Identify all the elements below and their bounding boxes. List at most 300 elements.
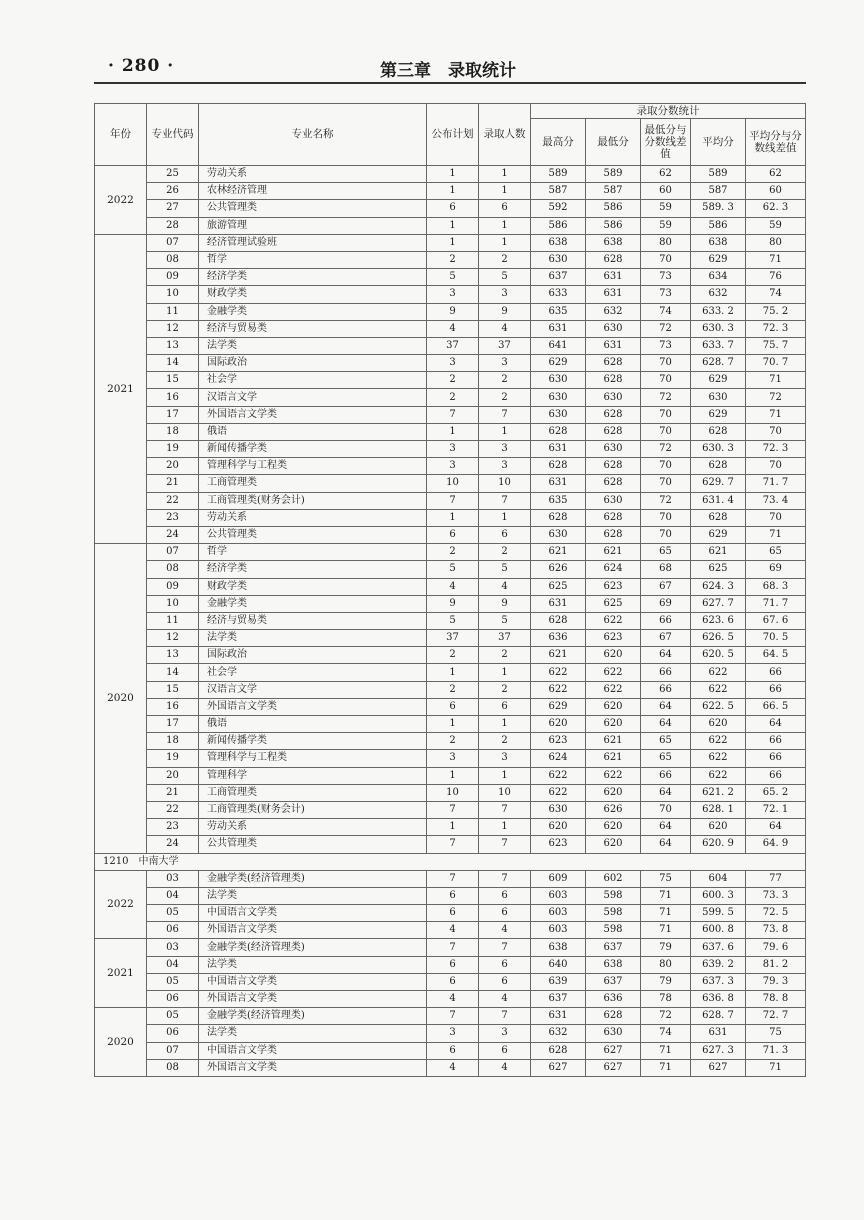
published-plan-cell: 5 (427, 612, 479, 629)
table-row (95, 991, 806, 1008)
avg-score-cell: 629 (691, 526, 746, 543)
avg-diff-cell: 62. 3 (746, 200, 806, 217)
published-plan-cell: 4 (427, 922, 479, 939)
admitted-count-cell: 7 (479, 801, 531, 818)
min-score-cell: 631 (586, 337, 641, 354)
table-row (95, 526, 806, 543)
min-diff-cell: 67 (641, 630, 691, 647)
min-score-cell: 637 (586, 939, 641, 956)
major-code-cell: 19 (147, 750, 199, 767)
table-row (95, 372, 806, 389)
admitted-count-cell: 6 (479, 526, 531, 543)
major-code-cell: 05 (147, 1008, 199, 1025)
max-score-cell: 628 (531, 1042, 586, 1059)
admitted-count-cell: 37 (479, 337, 531, 354)
min-score-cell: 598 (586, 905, 641, 922)
min-diff-cell: 73 (641, 337, 691, 354)
admitted-count-cell: 5 (479, 561, 531, 578)
avg-diff-cell: 68. 3 (746, 578, 806, 595)
avg-diff-cell: 75 (746, 1025, 806, 1042)
major-name-cell: 国际政治 (199, 647, 427, 664)
avg-diff-cell: 77 (746, 870, 806, 887)
major-code-cell: 26 (147, 183, 199, 200)
min-score-cell: 586 (586, 200, 641, 217)
admitted-count-cell: 1 (479, 819, 531, 836)
header-major-name: 专业名称 (199, 104, 427, 166)
major-name-cell: 经济与贸易类 (199, 320, 427, 337)
min-diff-cell: 65 (641, 544, 691, 561)
major-code-cell: 27 (147, 200, 199, 217)
max-score-cell: 629 (531, 355, 586, 372)
min-diff-cell: 62 (641, 166, 691, 183)
published-plan-cell: 6 (427, 905, 479, 922)
admitted-count-cell: 4 (479, 991, 531, 1008)
min-score-cell: 630 (586, 492, 641, 509)
major-name-cell: 中国语言文学类 (199, 973, 427, 990)
avg-diff-cell: 66 (746, 681, 806, 698)
avg-diff-cell: 69 (746, 561, 806, 578)
avg-diff-cell: 70. 7 (746, 355, 806, 372)
max-score-cell: 635 (531, 492, 586, 509)
published-plan-cell: 3 (427, 441, 479, 458)
major-name-cell: 旅游管理 (199, 217, 427, 234)
avg-score-cell: 634 (691, 269, 746, 286)
min-score-cell: 621 (586, 733, 641, 750)
max-score-cell: 641 (531, 337, 586, 354)
published-plan-cell: 4 (427, 991, 479, 1008)
admitted-count-cell: 1 (479, 767, 531, 784)
min-diff-cell: 60 (641, 183, 691, 200)
table-row (95, 836, 806, 853)
avg-score-cell: 622 (691, 681, 746, 698)
avg-diff-cell: 66 (746, 733, 806, 750)
min-score-cell: 638 (586, 234, 641, 251)
max-score-cell: 631 (531, 475, 586, 492)
min-diff-cell: 72 (641, 492, 691, 509)
avg-score-cell: 627. 3 (691, 1042, 746, 1059)
min-diff-cell: 70 (641, 458, 691, 475)
admitted-count-cell: 1 (479, 664, 531, 681)
min-diff-cell: 73 (641, 269, 691, 286)
avg-score-cell: 600. 8 (691, 922, 746, 939)
year-cell: 2021 (95, 234, 147, 543)
header-max-score: 最高分 (531, 119, 586, 166)
table-row (95, 458, 806, 475)
avg-diff-cell: 59 (746, 217, 806, 234)
admitted-count-cell: 5 (479, 612, 531, 629)
min-score-cell: 636 (586, 991, 641, 1008)
admitted-count-cell: 3 (479, 286, 531, 303)
admitted-count-cell: 7 (479, 406, 531, 423)
header-min-score: 最低分 (586, 119, 641, 166)
avg-diff-cell: 81. 2 (746, 956, 806, 973)
major-code-cell: 18 (147, 733, 199, 750)
max-score-cell: 630 (531, 389, 586, 406)
min-score-cell: 630 (586, 320, 641, 337)
table-row (95, 647, 806, 664)
avg-score-cell: 628 (691, 423, 746, 440)
table-row (95, 1025, 806, 1042)
section-title: 1210 中南大学 (95, 853, 806, 870)
table-row (95, 492, 806, 509)
table-row (95, 801, 806, 818)
max-score-cell: 640 (531, 956, 586, 973)
major-name-cell: 管理科学与工程类 (199, 750, 427, 767)
avg-score-cell: 604 (691, 870, 746, 887)
table-row (95, 200, 806, 217)
min-score-cell: 628 (586, 372, 641, 389)
avg-diff-cell: 60 (746, 183, 806, 200)
min-diff-cell: 79 (641, 939, 691, 956)
avg-score-cell: 600. 3 (691, 887, 746, 904)
published-plan-cell: 6 (427, 200, 479, 217)
table-row (95, 630, 806, 647)
table-row (95, 234, 806, 251)
published-plan-cell: 3 (427, 458, 479, 475)
table-row (95, 217, 806, 234)
major-code-cell: 11 (147, 303, 199, 320)
major-name-cell: 法学类 (199, 887, 427, 904)
major-name-cell: 社会学 (199, 372, 427, 389)
table-row (95, 475, 806, 492)
min-score-cell: 627 (586, 1042, 641, 1059)
max-score-cell: 620 (531, 819, 586, 836)
min-diff-cell: 64 (641, 836, 691, 853)
published-plan-cell: 37 (427, 337, 479, 354)
table-row (95, 1059, 806, 1076)
major-code-cell: 24 (147, 836, 199, 853)
avg-score-cell: 586 (691, 217, 746, 234)
min-diff-cell: 74 (641, 1025, 691, 1042)
admitted-count-cell: 7 (479, 870, 531, 887)
min-score-cell: 627 (586, 1059, 641, 1076)
avg-diff-cell: 71 (746, 1059, 806, 1076)
major-name-cell: 俄语 (199, 716, 427, 733)
avg-score-cell: 639. 2 (691, 956, 746, 973)
admitted-count-cell: 6 (479, 973, 531, 990)
avg-diff-cell: 66 (746, 664, 806, 681)
max-score-cell: 631 (531, 441, 586, 458)
max-score-cell: 622 (531, 664, 586, 681)
major-name-cell: 中国语言文学类 (199, 1042, 427, 1059)
major-code-cell: 13 (147, 647, 199, 664)
major-name-cell: 法学类 (199, 956, 427, 973)
admitted-count-cell: 1 (479, 217, 531, 234)
avg-diff-cell: 78. 8 (746, 991, 806, 1008)
avg-score-cell: 628 (691, 509, 746, 526)
major-name-cell: 工商管理类(财务会计) (199, 492, 427, 509)
table-row (95, 166, 806, 183)
min-diff-cell: 70 (641, 372, 691, 389)
major-name-cell: 经济管理试验班 (199, 234, 427, 251)
published-plan-cell: 1 (427, 166, 479, 183)
avg-diff-cell: 75. 2 (746, 303, 806, 320)
major-name-cell: 汉语言文学 (199, 389, 427, 406)
avg-diff-cell: 74 (746, 286, 806, 303)
table-row (95, 870, 806, 887)
min-diff-cell: 70 (641, 509, 691, 526)
major-name-cell: 法学类 (199, 1025, 427, 1042)
major-code-cell: 12 (147, 630, 199, 647)
min-score-cell: 587 (586, 183, 641, 200)
min-score-cell: 631 (586, 286, 641, 303)
min-diff-cell: 74 (641, 303, 691, 320)
table-row (95, 819, 806, 836)
min-score-cell: 628 (586, 355, 641, 372)
table-row (95, 423, 806, 440)
avg-diff-cell: 73. 3 (746, 887, 806, 904)
avg-score-cell: 620 (691, 716, 746, 733)
header-divider (94, 82, 806, 84)
max-score-cell: 631 (531, 320, 586, 337)
major-code-cell: 21 (147, 475, 199, 492)
avg-score-cell: 638 (691, 234, 746, 251)
published-plan-cell: 9 (427, 595, 479, 612)
admitted-count-cell: 4 (479, 1059, 531, 1076)
avg-diff-cell: 65. 2 (746, 784, 806, 801)
major-name-cell: 工商管理类 (199, 475, 427, 492)
max-score-cell: 592 (531, 200, 586, 217)
min-score-cell: 628 (586, 526, 641, 543)
table-row (95, 784, 806, 801)
published-plan-cell: 1 (427, 767, 479, 784)
table-row (95, 595, 806, 612)
major-code-cell: 06 (147, 922, 199, 939)
min-diff-cell: 66 (641, 767, 691, 784)
max-score-cell: 635 (531, 303, 586, 320)
avg-score-cell: 620. 9 (691, 836, 746, 853)
max-score-cell: 622 (531, 767, 586, 784)
avg-diff-cell: 79. 6 (746, 939, 806, 956)
published-plan-cell: 4 (427, 1059, 479, 1076)
max-score-cell: 633 (531, 286, 586, 303)
major-code-cell: 14 (147, 355, 199, 372)
year-cell: 2020 (95, 544, 147, 853)
major-name-cell: 俄语 (199, 423, 427, 440)
avg-score-cell: 620. 5 (691, 647, 746, 664)
avg-score-cell: 622 (691, 664, 746, 681)
admitted-count-cell: 10 (479, 784, 531, 801)
published-plan-cell: 7 (427, 939, 479, 956)
avg-diff-cell: 62 (746, 166, 806, 183)
min-score-cell: 623 (586, 630, 641, 647)
min-diff-cell: 65 (641, 733, 691, 750)
admitted-count-cell: 2 (479, 251, 531, 268)
published-plan-cell: 6 (427, 956, 479, 973)
major-code-cell: 05 (147, 905, 199, 922)
published-plan-cell: 5 (427, 561, 479, 578)
major-name-cell: 法学类 (199, 630, 427, 647)
max-score-cell: 603 (531, 922, 586, 939)
max-score-cell: 638 (531, 234, 586, 251)
published-plan-cell: 4 (427, 578, 479, 595)
avg-diff-cell: 71. 7 (746, 475, 806, 492)
max-score-cell: 630 (531, 372, 586, 389)
published-plan-cell: 9 (427, 303, 479, 320)
avg-diff-cell: 72. 3 (746, 320, 806, 337)
avg-diff-cell: 80 (746, 234, 806, 251)
published-plan-cell: 2 (427, 544, 479, 561)
avg-score-cell: 620 (691, 819, 746, 836)
avg-score-cell: 629. 7 (691, 475, 746, 492)
avg-diff-cell: 66. 5 (746, 698, 806, 715)
major-name-cell: 劳动关系 (199, 509, 427, 526)
table-row (95, 441, 806, 458)
published-plan-cell: 6 (427, 973, 479, 990)
major-code-cell: 12 (147, 320, 199, 337)
avg-diff-cell: 76 (746, 269, 806, 286)
admitted-count-cell: 1 (479, 183, 531, 200)
major-code-cell: 14 (147, 664, 199, 681)
min-score-cell: 624 (586, 561, 641, 578)
published-plan-cell: 1 (427, 664, 479, 681)
admitted-count-cell: 7 (479, 1008, 531, 1025)
avg-score-cell: 623. 6 (691, 612, 746, 629)
avg-diff-cell: 67. 6 (746, 612, 806, 629)
admitted-count-cell: 1 (479, 509, 531, 526)
major-code-cell: 13 (147, 337, 199, 354)
section-row (95, 853, 806, 870)
major-name-cell: 汉语言文学 (199, 681, 427, 698)
avg-score-cell: 636. 8 (691, 991, 746, 1008)
table-row (95, 767, 806, 784)
table-row (95, 664, 806, 681)
avg-diff-cell: 72. 1 (746, 801, 806, 818)
admitted-count-cell: 2 (479, 389, 531, 406)
major-code-cell: 16 (147, 389, 199, 406)
max-score-cell: 629 (531, 698, 586, 715)
min-diff-cell: 72 (641, 389, 691, 406)
avg-diff-cell: 71 (746, 406, 806, 423)
table-row (95, 303, 806, 320)
min-score-cell: 632 (586, 303, 641, 320)
avg-diff-cell: 70 (746, 423, 806, 440)
max-score-cell: 639 (531, 973, 586, 990)
published-plan-cell: 7 (427, 492, 479, 509)
major-code-cell: 23 (147, 509, 199, 526)
major-code-cell: 20 (147, 767, 199, 784)
table-row (95, 887, 806, 904)
major-code-cell: 10 (147, 286, 199, 303)
min-score-cell: 621 (586, 544, 641, 561)
max-score-cell: 620 (531, 716, 586, 733)
max-score-cell: 622 (531, 784, 586, 801)
avg-score-cell: 624. 3 (691, 578, 746, 595)
avg-score-cell: 631. 4 (691, 492, 746, 509)
major-name-cell: 劳动关系 (199, 166, 427, 183)
avg-score-cell: 589 (691, 166, 746, 183)
max-score-cell: 621 (531, 647, 586, 664)
min-score-cell: 622 (586, 767, 641, 784)
major-code-cell: 11 (147, 612, 199, 629)
avg-score-cell: 633. 2 (691, 303, 746, 320)
admitted-count-cell: 6 (479, 1042, 531, 1059)
avg-diff-cell: 71. 7 (746, 595, 806, 612)
max-score-cell: 631 (531, 1008, 586, 1025)
major-code-cell: 09 (147, 578, 199, 595)
year-cell: 2022 (95, 166, 147, 235)
min-score-cell: 622 (586, 664, 641, 681)
max-score-cell: 628 (531, 458, 586, 475)
avg-score-cell: 621 (691, 544, 746, 561)
year-cell: 2020 (95, 1008, 147, 1077)
major-code-cell: 20 (147, 458, 199, 475)
avg-score-cell: 625 (691, 561, 746, 578)
major-code-cell: 08 (147, 561, 199, 578)
avg-score-cell: 637. 6 (691, 939, 746, 956)
table-row (95, 286, 806, 303)
table-row (95, 544, 806, 561)
min-diff-cell: 70 (641, 251, 691, 268)
header-admitted-count: 录取人数 (479, 104, 531, 166)
avg-diff-cell: 65 (746, 544, 806, 561)
min-diff-cell: 70 (641, 475, 691, 492)
min-score-cell: 620 (586, 647, 641, 664)
min-diff-cell: 64 (641, 784, 691, 801)
avg-score-cell: 589. 3 (691, 200, 746, 217)
avg-score-cell: 633. 7 (691, 337, 746, 354)
table-row (95, 681, 806, 698)
major-code-cell: 22 (147, 492, 199, 509)
published-plan-cell: 6 (427, 526, 479, 543)
year-cell: 2022 (95, 870, 147, 939)
avg-diff-cell: 71 (746, 372, 806, 389)
max-score-cell: 624 (531, 750, 586, 767)
major-name-cell: 经济学类 (199, 561, 427, 578)
major-code-cell: 10 (147, 595, 199, 612)
major-code-cell: 17 (147, 716, 199, 733)
table-row (95, 509, 806, 526)
page-number: · 280 · (108, 56, 175, 76)
table-row (95, 269, 806, 286)
table-row (95, 355, 806, 372)
max-score-cell: 637 (531, 269, 586, 286)
max-score-cell: 628 (531, 509, 586, 526)
admitted-count-cell: 7 (479, 939, 531, 956)
major-code-cell: 09 (147, 269, 199, 286)
header-year: 年份 (95, 104, 147, 166)
published-plan-cell: 1 (427, 716, 479, 733)
min-diff-cell: 71 (641, 905, 691, 922)
header-published-plan: 公布计划 (427, 104, 479, 166)
avg-diff-cell: 64. 5 (746, 647, 806, 664)
major-code-cell: 18 (147, 423, 199, 440)
admitted-count-cell: 6 (479, 698, 531, 715)
published-plan-cell: 3 (427, 1025, 479, 1042)
table-row (95, 561, 806, 578)
avg-score-cell: 599. 5 (691, 905, 746, 922)
min-diff-cell: 66 (641, 664, 691, 681)
published-plan-cell: 1 (427, 819, 479, 836)
major-name-cell: 金融学类 (199, 303, 427, 320)
avg-diff-cell: 73. 4 (746, 492, 806, 509)
admitted-count-cell: 2 (479, 681, 531, 698)
avg-diff-cell: 70. 5 (746, 630, 806, 647)
min-score-cell: 622 (586, 681, 641, 698)
avg-diff-cell: 72. 7 (746, 1008, 806, 1025)
min-diff-cell: 70 (641, 406, 691, 423)
avg-score-cell: 630. 3 (691, 320, 746, 337)
major-name-cell: 哲学 (199, 251, 427, 268)
min-score-cell: 586 (586, 217, 641, 234)
min-diff-cell: 71 (641, 1059, 691, 1076)
max-score-cell: 627 (531, 1059, 586, 1076)
major-code-cell: 07 (147, 544, 199, 561)
major-code-cell: 19 (147, 441, 199, 458)
avg-diff-cell: 71 (746, 251, 806, 268)
major-name-cell: 国际政治 (199, 355, 427, 372)
major-name-cell: 外国语言文学类 (199, 1059, 427, 1076)
